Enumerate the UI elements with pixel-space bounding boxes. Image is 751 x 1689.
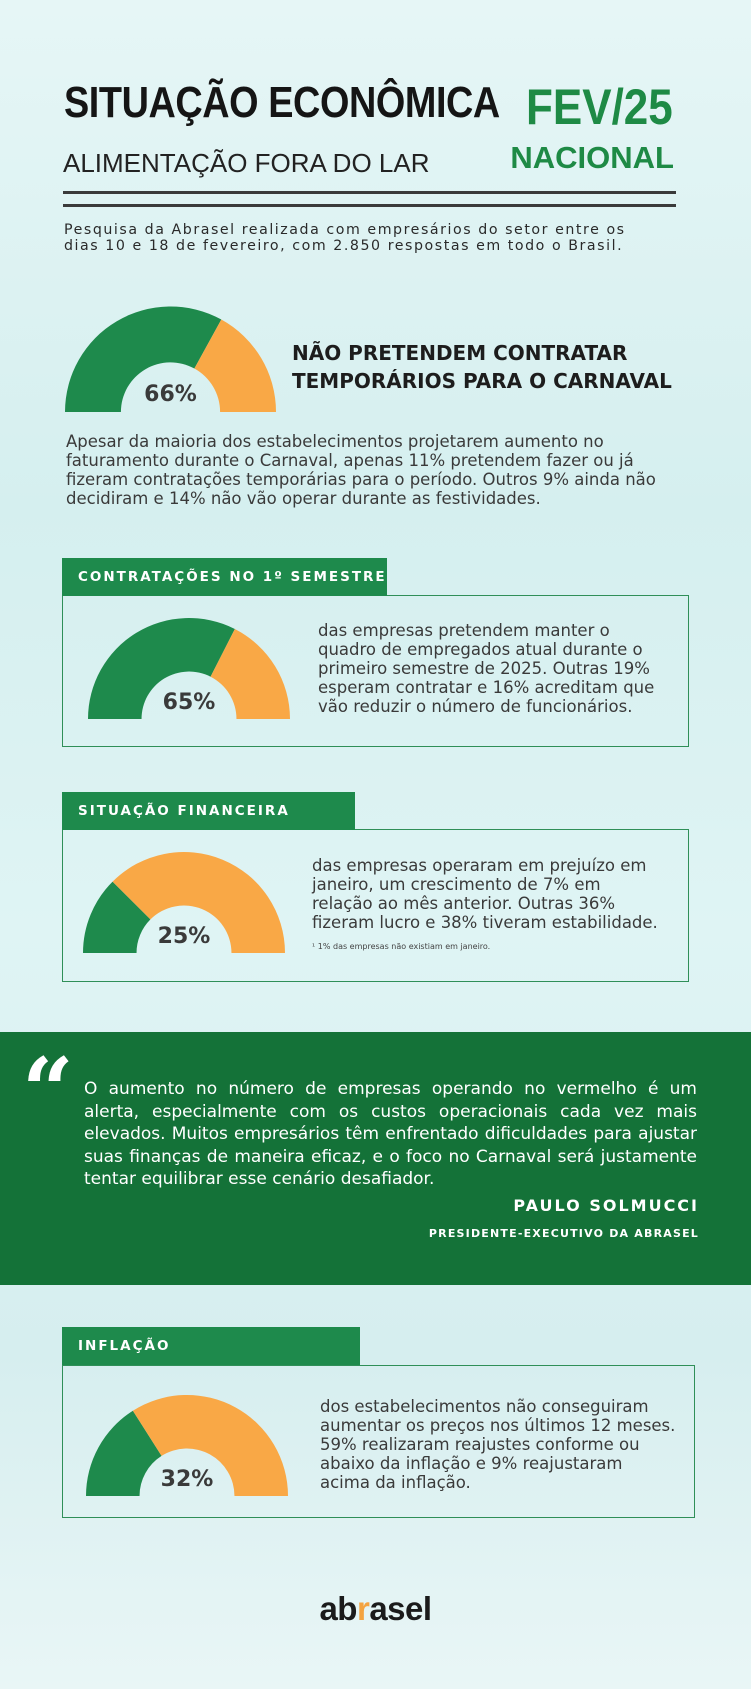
quote-author-role: PRESIDENTE-EXECUTIVO DA ABRASEL (428, 1227, 699, 1240)
section-tag-financeira: SITUAÇÃO FINANCEIRA (62, 792, 355, 830)
abrasel-logo: abrasel (319, 1590, 432, 1627)
page-subtitle: ALIMENTAÇÃO FORA DO LAR (63, 148, 430, 178)
carnaval-description: Apesar da maioria dos estabelecimentos projetarem aumento no faturamento durante o Carnaval, apenas 11% pretendem fazer ou já fizeram contratações temporárias para o período. Outros 9% ainda não decidiram e 14% não vão operar durante as festividades. (66, 432, 656, 508)
report-scope: NACIONAL (510, 140, 674, 175)
survey-intro: Pesquisa da Abrasel realizada com empresários do setor entre os dias 10 e 18 de fevereiro, com 2.850 respostas em todo o Brasil. (64, 222, 626, 254)
quote-icon: “ (22, 1038, 74, 1144)
section-tag-contratacoes: CONTRATAÇÕES NO 1º SEMESTRE (62, 558, 387, 596)
header-divider (63, 204, 676, 207)
gauge-value-label: 25% (157, 924, 211, 949)
section-tag-inflacao: INFLAÇÃO (62, 1327, 360, 1365)
financeira-footnote: ¹ 1% das empresas não existiam em janeiro. (312, 942, 491, 951)
header-divider (63, 191, 676, 194)
financeira-description: das empresas operaram em prejuízo em janeiro, um crescimento de 7% em relação ao mês anterior. Outras 36% fizeram lucro e 38% tiveram estabilidade. (312, 856, 658, 932)
gauge-value-label: 32% (160, 1467, 214, 1492)
gauge-value-label: 65% (162, 690, 216, 715)
carnaval-headline: NÃO PRETENDEM CONTRATAR TEMPORÁRIOS PARA O CARNAVAL (292, 341, 672, 393)
inflacao-description: dos estabelecimentos não conseguiram aumentar os preços nos últimos 12 meses. 59% realizaram reajustes conforme ou abaixo da inflação e 9% reajustaram acima da inflação. (320, 1397, 676, 1492)
gauge-chart-carnaval (65, 304, 276, 412)
quote-text: O aumento no número de empresas operando no vermelho é um alerta, especialmente com os custos operacionais cada vez mais elevados. Muitos empresários têm enfrentado dificuldades para ajustar suas finanças de maneira eficaz, e o foco no Carnaval será justamente tentar equilibrar esse cenário desafiador. (84, 1079, 697, 1189)
gauge-value-label: 66% (144, 382, 197, 407)
gauge-chart-contratacoes (88, 616, 290, 719)
report-period: FEV/25 (526, 79, 673, 135)
quote-author: PAULO SOLMUCCI (513, 1196, 699, 1215)
contratacoes-description: das empresas pretendem manter o quadro de empregados atual durante o primeiro semestre de 2025. Outras 19% esperam contratar e 16% acreditam que vão reduzir o número de funcionários. (318, 621, 655, 716)
page-title: SITUAÇÃO ECONÔMICA (64, 78, 500, 127)
gauge-chart-inflacao (86, 1393, 288, 1496)
gauge-chart-financeira (83, 851, 285, 953)
